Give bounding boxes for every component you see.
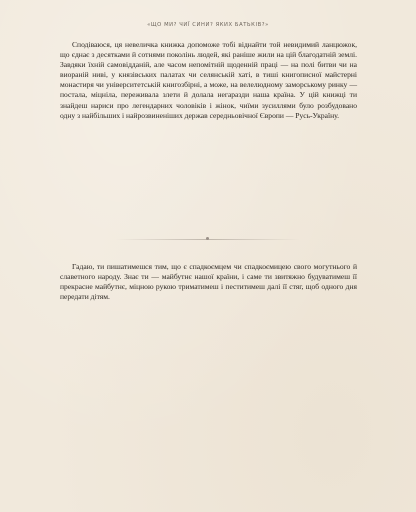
divider-ornament bbox=[206, 237, 209, 240]
paragraph-1: Сподіваюся, ця невеличка книжка допоможе тобі віднайти той невидимий ланцюжок, що єднає з десятками й сотнями поколінь людей, які раніше жили на цій благодатній землі. Завдяки їхній самовідданій, але часом непомітній щоденній праці — на полі битви чи на виораній ниві, у князівських палатах чи селянській хаті, в тиші книгописної майстерні монастиря чи університетській книгозбірні, а може, на велелюдному заморському ринку — постала, міцніла, переживала злети й долала негаразди наша країна. У цій книжці ти знайдеш нариси про легендарних чоловіків і жінок, чиїми зусиллями було розбудовано одну з найбільших і найрозвиненіших держав середньовічної Європи — Русь-Україну. bbox=[60, 40, 357, 120]
text-block-top bbox=[60, 40, 357, 121]
running-header: «ЩО МИ? ЧИЇ СИНИ? ЯКИХ БАТЬКІВ?» bbox=[147, 22, 269, 28]
text-block-bottom bbox=[60, 262, 357, 302]
paragraph-2: Гадаю, ти пишатимешся тим, що є спадкоємцем чи спадкоємицею свого могутнього й славетного народу. Знає ти — майбутнє нашої країни, і саме ти звитяжно будуватимеш її прекрасне майбутнє, міцною рукою триматимеш і пеститимеш далі її стяг, щоб одного дня передати дітям. bbox=[60, 262, 357, 302]
